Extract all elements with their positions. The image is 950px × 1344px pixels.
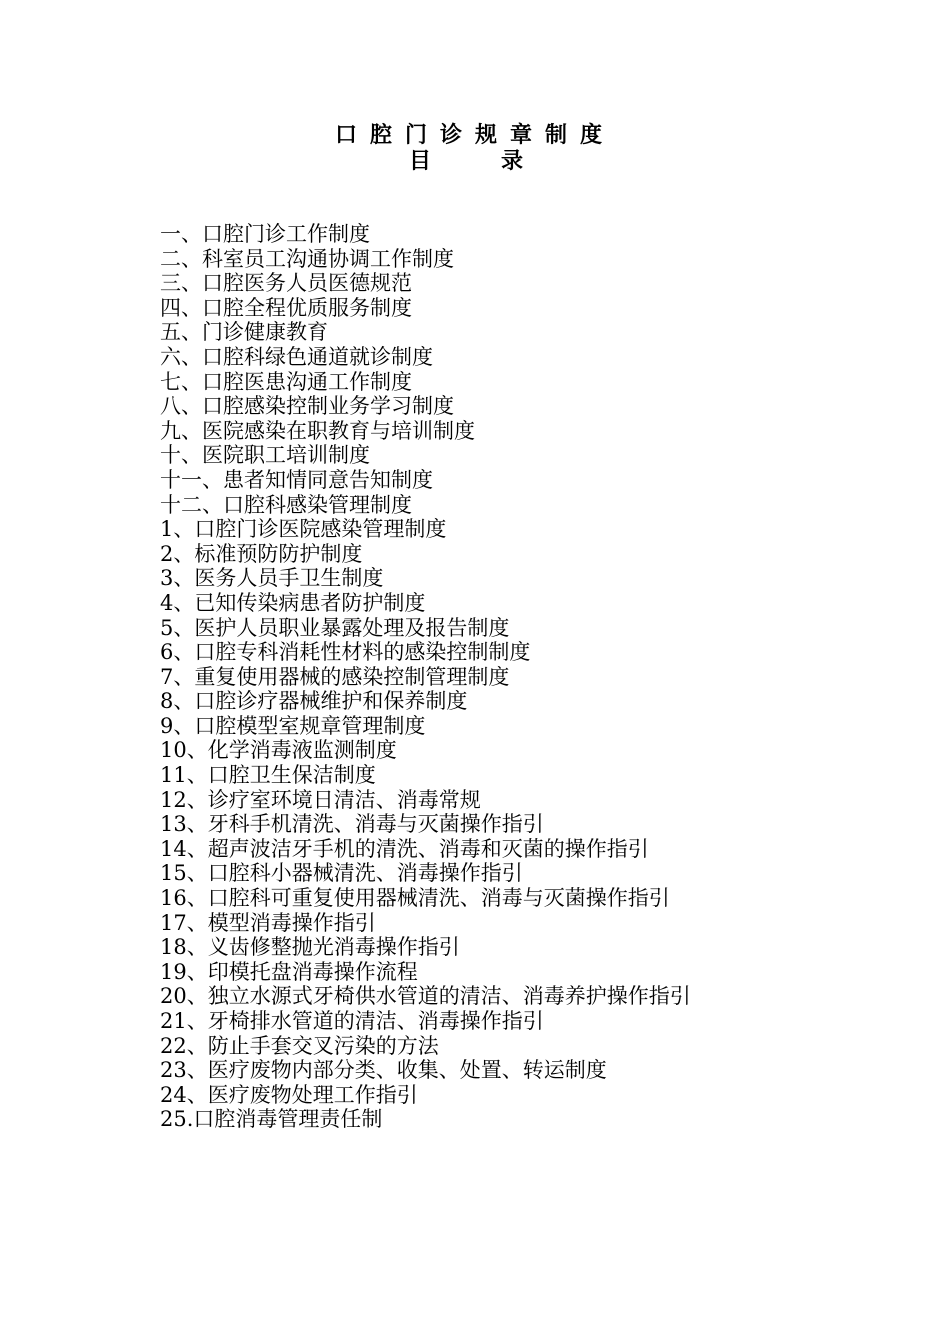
toc-item: 八、口腔感染控制业务学习制度	[160, 394, 454, 419]
toc-item: 十一、患者知情同意告知制度	[160, 467, 433, 492]
toc-item: 17、模型消毒操作指引	[160, 910, 376, 935]
toc-item: 10、化学消毒液监测制度	[160, 738, 397, 763]
toc-item: 8、口腔诊疗器械维护和保养制度	[160, 689, 468, 714]
toc-item: 四、口腔全程优质服务制度	[160, 295, 412, 320]
toc-heading: 目录	[408, 149, 593, 174]
toc-item: 二、科室员工沟通协调工作制度	[160, 246, 454, 271]
toc-item: 5、医护人员职业暴露处理及报告制度	[160, 615, 510, 640]
toc-item: 20、独立水源式牙椅供水管道的清洁、消毒养护操作指引	[160, 984, 691, 1009]
toc-item: 3、医务人员手卫生制度	[160, 566, 384, 591]
toc-item: 九、医院感染在职教育与培训制度	[160, 418, 475, 443]
document-title: 口腔门诊规章制度	[334, 123, 615, 148]
toc-item: 三、口腔医务人员医德规范	[160, 271, 412, 296]
toc-item: 2、标准预防防护制度	[160, 541, 363, 566]
toc-item: 五、门诊健康教育	[160, 320, 328, 345]
toc-item: 25.口腔消毒管理责任制	[160, 1107, 383, 1132]
toc-item: 22、防止手套交叉污染的方法	[160, 1033, 439, 1058]
toc-item: 14、超声波洁牙手机的清洗、消毒和灭菌的操作指引	[160, 836, 649, 861]
toc-item: 七、口腔医患沟通工作制度	[160, 369, 412, 394]
toc-item: 十、医院职工培训制度	[160, 443, 370, 468]
toc-item: 15、口腔科小器械清洗、消毒操作指引	[160, 861, 523, 886]
toc-item: 23、医疗废物内部分类、收集、处置、转运制度	[160, 1058, 607, 1083]
toc-item: 19、印模托盘消毒操作流程	[160, 959, 418, 984]
toc-item: 1、口腔门诊医院感染管理制度	[160, 517, 447, 542]
toc-item: 六、口腔科绿色通道就诊制度	[160, 344, 433, 369]
toc-item: 13、牙科手机清洗、消毒与灭菌操作指引	[160, 812, 544, 837]
toc-item: 21、牙椅排水管道的清洁、消毒操作指引	[160, 1009, 544, 1033]
toc-item: 18、义齿修整抛光消毒操作指引	[160, 935, 460, 960]
toc-item: 24、医疗废物处理工作指引	[160, 1082, 418, 1107]
toc-item: 7、重复使用器械的感染控制管理制度	[160, 664, 510, 689]
toc-item: 16、口腔科可重复使用器械清洗、消毒与灭菌操作指引	[160, 886, 670, 911]
toc-item: 11、口腔卫生保洁制度	[160, 763, 376, 788]
toc-item: 9、口腔模型室规章管理制度	[160, 713, 426, 738]
toc-item: 4、已知传染病患者防护制度	[160, 590, 426, 615]
table-of-contents	[160, 222, 691, 1132]
toc-item: 6、口腔专科消耗性材料的感染控制制度	[160, 640, 531, 665]
toc-item: 一、口腔门诊工作制度	[160, 222, 370, 246]
toc-item: 十二、口腔科感染管理制度	[160, 492, 412, 517]
toc-item: 12、诊疗室环境日清洁、消毒常规	[160, 787, 481, 812]
